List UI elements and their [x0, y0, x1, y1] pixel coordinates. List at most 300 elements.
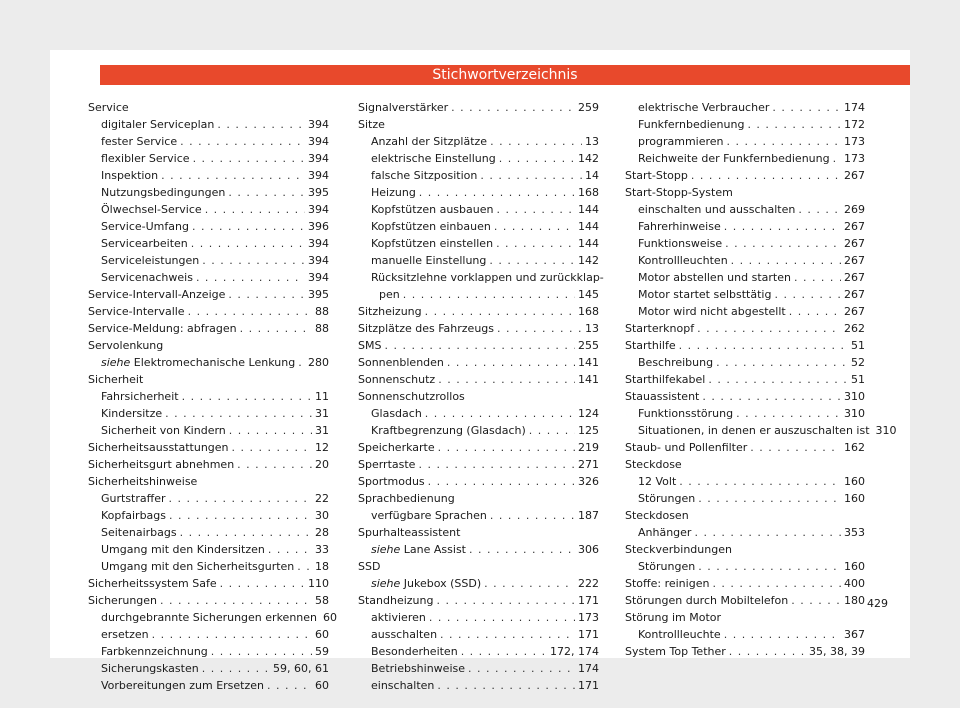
index-entry	[88, 269, 329, 286]
dot-leader	[180, 133, 305, 150]
index-entry	[358, 575, 599, 592]
dot-leader	[193, 150, 305, 167]
index-entry	[88, 133, 329, 150]
index-entry	[88, 575, 329, 592]
index-entry-page: 11	[315, 390, 329, 403]
index-entry	[358, 133, 599, 150]
index-entry	[88, 252, 329, 269]
dot-leader	[691, 167, 841, 184]
index-entry-page: 171	[578, 628, 599, 641]
dot-leader	[267, 677, 312, 694]
index-entry-term: Störungen	[638, 492, 696, 505]
dot-leader	[484, 575, 575, 592]
dot-leader	[180, 524, 312, 541]
index-entry-page: 141	[578, 373, 599, 386]
index-entry-page: 394	[308, 118, 329, 131]
index-entry	[88, 184, 329, 201]
dot-leader	[499, 150, 575, 167]
index-entry	[625, 626, 865, 643]
index-entry-term: Anzahl der Sitzplätze	[371, 135, 488, 148]
index-entry	[625, 235, 865, 252]
section-title: Stichwortverzeichnis	[432, 67, 578, 83]
index-entry-term: Beschreibung	[638, 356, 714, 369]
dot-leader	[220, 575, 305, 592]
index-entry-page: 35, 38, 39	[809, 645, 865, 658]
dot-leader	[217, 116, 305, 133]
dot-leader	[789, 303, 841, 320]
index-entry-term: Sicherheitssystem Safe	[88, 577, 217, 590]
dot-leader	[794, 269, 841, 286]
index-entry	[358, 490, 599, 507]
dot-leader	[698, 490, 841, 507]
index-entry-term: Kraftbegrenzung (Glasdach)	[371, 424, 526, 437]
index-entry-term: flexibler Service	[101, 152, 190, 165]
index-entry-term: Service-Intervalle	[88, 305, 185, 318]
dot-leader	[712, 575, 841, 592]
index-entry-page: 267	[844, 220, 865, 233]
index-entry-term: durchgebrannte Sicherungen erkennen	[101, 611, 317, 624]
index-entry	[625, 558, 865, 575]
index-entry-term: verfügbare Sprachen	[371, 509, 487, 522]
dot-leader	[165, 405, 312, 422]
index-entry-term: Service-Intervall-Anzeige	[88, 288, 226, 301]
index-entry	[625, 184, 865, 201]
index-entry	[358, 422, 599, 439]
dot-leader	[469, 541, 575, 558]
index-entry-page: 172	[844, 118, 865, 131]
index-entry-page: 396	[308, 220, 329, 233]
index-entry-term: Kopfairbags	[101, 509, 167, 522]
index-entry	[358, 524, 599, 541]
dot-leader	[480, 167, 582, 184]
index-entry	[625, 303, 865, 320]
index-entry-term: ausschalten	[371, 628, 438, 641]
index-entry-term: Betriebshinweise	[371, 662, 466, 675]
index-entry-page: 174	[578, 662, 599, 675]
index-entry-term: SSD	[358, 560, 381, 573]
dot-leader	[438, 439, 575, 456]
index-entry	[88, 354, 329, 371]
index-entry	[88, 388, 329, 405]
index-entry-page: 51	[851, 339, 865, 352]
index-entry-term: Motor abstellen und starten	[638, 271, 791, 284]
index-entry	[625, 286, 865, 303]
index-entry-page: 28	[315, 526, 329, 539]
dot-leader	[496, 201, 575, 218]
index-entry	[358, 609, 599, 626]
dot-leader	[425, 303, 575, 320]
index-entry-term: Umgang mit den Kindersitzen	[101, 543, 265, 556]
index-entry	[625, 133, 865, 150]
index-entry	[625, 473, 865, 490]
index-entry	[625, 337, 865, 354]
index-entry-page: 51	[851, 373, 865, 386]
index-entry-page: 271	[578, 458, 599, 471]
index-entry-term: falsche Sitzposition	[371, 169, 478, 182]
index-entry-term: Sonnenschutzrollos	[358, 390, 465, 403]
index-entry	[88, 626, 329, 643]
index-entry-page: 222	[578, 577, 599, 590]
index-entry	[358, 303, 599, 320]
index-entry-term: ersetzen	[101, 628, 149, 641]
index-entry	[625, 507, 865, 524]
index-entry-term: Starterknopf	[625, 322, 695, 335]
index-entry	[625, 405, 865, 422]
index-entry-page: 142	[578, 152, 599, 165]
index-entry-term: Nutzungsbedingungen	[101, 186, 226, 199]
index-entry-page: 59	[315, 645, 329, 658]
dot-leader	[497, 320, 582, 337]
index-entry	[88, 558, 329, 575]
index-entry-page: 168	[578, 305, 599, 318]
index-entry	[358, 592, 599, 609]
index-entry-page: 125	[578, 424, 599, 437]
dot-leader	[772, 99, 841, 116]
index-entry-term: Stauassistent	[625, 390, 700, 403]
index-entry	[625, 167, 865, 184]
index-entry	[358, 643, 599, 660]
dot-leader	[419, 184, 575, 201]
index-entry	[88, 422, 329, 439]
index-entry	[88, 116, 329, 133]
index-entry-term: Inspektion	[101, 169, 159, 182]
index-entry	[625, 252, 865, 269]
index-entry-term: Servicearbeiten	[101, 237, 188, 250]
index-entry-term: Heizung	[371, 186, 416, 199]
dot-leader	[496, 235, 575, 252]
index-entry	[358, 269, 604, 286]
index-entry-page: 267	[844, 254, 865, 267]
index-entry-term: Funkfernbedienung	[638, 118, 745, 131]
index-entry	[88, 473, 329, 490]
index-entry-page: 394	[308, 135, 329, 148]
index-entry-page: 394	[308, 271, 329, 284]
index-entry	[625, 320, 865, 337]
dot-leader	[240, 320, 312, 337]
index-entry	[625, 524, 865, 541]
index-entry	[625, 541, 865, 558]
index-entry-page: 142	[578, 254, 599, 267]
index-entry-term-text: Jukebox (SSD)	[400, 577, 482, 590]
index-entry-term: Sicherheitsausstattungen	[88, 441, 229, 454]
index-entry-page: 219	[578, 441, 599, 454]
index-entry	[88, 218, 329, 235]
index-entry-term: Sicherheitshinweise	[88, 475, 198, 488]
index-entry	[358, 354, 599, 371]
index-entry	[358, 677, 599, 694]
index-entry-term: Sicherungskasten	[101, 662, 199, 675]
dot-leader	[716, 354, 848, 371]
index-entry	[625, 456, 865, 473]
dot-leader	[702, 388, 841, 405]
index-entry	[88, 286, 329, 303]
index-entry-term: Kopfstützen einstellen	[371, 237, 494, 250]
index-entry-term: Besonderheiten	[371, 645, 458, 658]
index-entry-page: 59, 60, 61	[273, 662, 329, 675]
index-entry-page: 395	[308, 186, 329, 199]
index-entry-page: 31	[315, 407, 329, 420]
dot-leader	[182, 388, 312, 405]
index-entry-term: Motor wird nicht abgestellt	[638, 305, 786, 318]
dot-leader	[490, 133, 582, 150]
index-entry-term	[371, 575, 481, 592]
index-entry-page: 310	[875, 424, 897, 437]
index-entry	[625, 643, 865, 660]
index-entry-page: 160	[844, 560, 865, 573]
dot-leader	[494, 218, 575, 235]
index-entry-term: einschalten und ausschalten	[638, 203, 796, 216]
dot-leader	[727, 133, 841, 150]
index-entry-term: Service-Meldung: abfragen	[88, 322, 237, 335]
index-entry-page: 394	[308, 237, 329, 250]
index-entry	[88, 524, 329, 541]
index-page	[50, 50, 910, 692]
index-entry-term: Kontrollleuchten	[638, 254, 728, 267]
index-entry-term: digitaler Serviceplan	[101, 118, 215, 131]
index-entry-term: elektrische Einstellung	[371, 152, 496, 165]
dot-leader	[461, 643, 547, 660]
dot-leader	[529, 422, 575, 439]
dot-leader	[384, 337, 575, 354]
index-entry-page: 60	[315, 679, 329, 692]
index-entry	[358, 558, 599, 575]
index-entry-term: Servolenkung	[88, 339, 164, 352]
index-entry-term-text: Lane Assist	[400, 543, 466, 556]
index-entry	[358, 541, 599, 558]
index-entry-term: Umgang mit den Sicherheitsgurten	[101, 560, 295, 573]
index-entry-term: Sitze	[358, 118, 385, 131]
index-entry-term: Fahrerhinweise	[638, 220, 721, 233]
index-entry	[88, 643, 329, 660]
dot-leader	[747, 116, 841, 133]
index-entry	[88, 150, 329, 167]
dot-leader	[428, 473, 575, 490]
index-entry-term: Vorbereitungen zum Ersetzen	[101, 679, 265, 692]
dot-leader	[447, 354, 575, 371]
see-reference: siehe	[101, 356, 131, 369]
index-entry-term: System Top Tether	[625, 645, 726, 658]
index-entry-page: 394	[308, 169, 329, 182]
index-entry	[625, 99, 865, 116]
dot-leader	[298, 354, 305, 371]
index-entry-term: Sonnenblenden	[358, 356, 444, 369]
index-entry-page: 141	[578, 356, 599, 369]
index-entry-term: Glasdach	[371, 407, 422, 420]
index-entry-term: Speicherkarte	[358, 441, 435, 454]
see-reference: siehe	[371, 543, 401, 556]
index-entry-term: programmieren	[638, 135, 724, 148]
index-entry-term: manuelle Einstellung	[371, 254, 487, 267]
index-entry-term: Situationen, in denen er auszuschalten ist	[638, 424, 870, 437]
dot-leader	[731, 252, 841, 269]
index-entry	[625, 116, 865, 133]
index-entry-page: 144	[578, 237, 599, 250]
dot-leader	[437, 677, 575, 694]
index-entry-term: Starthilfekabel	[625, 373, 706, 386]
index-entry	[358, 286, 599, 303]
index-entry-page: 255	[578, 339, 599, 352]
index-entry	[625, 490, 865, 507]
index-entry-page: 394	[308, 203, 329, 216]
page-number: 429	[867, 597, 888, 610]
index-entry-term-text: Elektromechanische Lenkung	[130, 356, 296, 369]
index-entry	[88, 320, 329, 337]
index-entry	[625, 371, 865, 388]
index-entry-term: SMS	[358, 339, 382, 352]
index-entry-page: 160	[844, 492, 865, 505]
index-entry-term: Funktionsweise	[638, 237, 723, 250]
index-entry-page: 267	[844, 169, 865, 182]
index-entry-term: Motor startet selbsttätig	[638, 288, 772, 301]
dot-leader	[750, 439, 841, 456]
index-entry-page: 88	[315, 322, 329, 335]
index-entry-page: 280	[308, 356, 329, 369]
index-entry-page: 269	[844, 203, 865, 216]
index-entry	[88, 490, 329, 507]
index-entry-page: 310	[844, 390, 865, 403]
dot-leader	[211, 643, 312, 660]
index-entry	[358, 626, 599, 643]
index-entry-page: 144	[578, 203, 599, 216]
index-entry	[88, 201, 329, 218]
index-entry-term: pen	[379, 288, 400, 301]
index-entry-page: 13	[585, 322, 599, 335]
index-entry	[88, 507, 329, 524]
index-entry-term: Kindersitze	[101, 407, 163, 420]
index-entry-term: Start-Stopp	[625, 169, 688, 182]
index-entry-term: Kopfstützen ausbauen	[371, 203, 494, 216]
index-entry	[88, 371, 329, 388]
index-entry-page: 12	[315, 441, 329, 454]
index-entry	[358, 116, 599, 133]
dot-leader	[679, 473, 841, 490]
index-entry	[88, 660, 329, 677]
index-entry	[625, 609, 865, 626]
index-entry-page: 171	[578, 679, 599, 692]
index-entry	[88, 167, 329, 184]
index-entry	[358, 405, 599, 422]
index-entry-page: 310	[844, 407, 865, 420]
index-entry	[88, 303, 329, 320]
index-entry	[358, 507, 599, 524]
index-entry-page: 172, 174	[550, 645, 599, 658]
index-entry-page: 110	[308, 577, 329, 590]
index-entry-term: elektrische Verbraucher	[638, 101, 770, 114]
index-entry	[358, 150, 599, 167]
index-entry-page: 171	[578, 594, 599, 607]
index-entry-page: 124	[578, 407, 599, 420]
index-entry-term: Steckdose	[625, 458, 682, 471]
index-entry	[625, 439, 865, 456]
index-entry	[625, 218, 865, 235]
index-entry	[625, 422, 897, 439]
index-entry	[88, 592, 329, 609]
index-entry-term: Sicherheit	[88, 373, 144, 386]
index-entry	[625, 592, 865, 609]
dot-leader	[232, 439, 312, 456]
index-entry-page: 367	[844, 628, 865, 641]
dot-leader	[205, 201, 305, 218]
dot-leader	[297, 558, 312, 575]
dot-leader	[708, 371, 848, 388]
index-entry	[625, 269, 865, 286]
index-entry	[88, 337, 329, 354]
index-entry	[358, 388, 599, 405]
dot-leader	[228, 184, 305, 201]
index-entry-page: 20	[315, 458, 329, 471]
index-entry	[88, 541, 329, 558]
index-entry-term: Sonnenschutz	[358, 373, 436, 386]
dot-leader	[202, 252, 305, 269]
dot-leader	[191, 235, 305, 252]
index-entry	[358, 252, 599, 269]
index-entry	[358, 201, 599, 218]
dot-leader	[403, 286, 575, 303]
index-entry-term: 12 Volt	[638, 475, 677, 488]
index-entry-term: Reichweite der Funkfernbedienung	[638, 152, 830, 165]
index-entry-page: 173	[844, 152, 865, 165]
see-reference: siehe	[371, 577, 401, 590]
index-entry-page: 60	[315, 628, 329, 641]
index-entry	[358, 320, 599, 337]
index-entry-term: Sicherheit von Kindern	[101, 424, 226, 437]
dot-leader	[229, 422, 312, 439]
dot-leader	[679, 337, 848, 354]
index-entry-page: 174	[844, 101, 865, 114]
index-entry-term: Anhänger	[638, 526, 692, 539]
index-entry-page: 267	[844, 288, 865, 301]
index-entry-page: 326	[578, 475, 599, 488]
index-entry-page: 31	[315, 424, 329, 437]
index-entry	[358, 235, 599, 252]
index-entry	[358, 456, 599, 473]
index-entry-term: Rücksitzlehne vorklappen und zurückklap-	[371, 271, 604, 284]
index-entry-term: Service-Umfang	[101, 220, 189, 233]
dot-leader	[425, 405, 575, 422]
index-entry	[358, 439, 599, 456]
index-entry-term: Sitzheizung	[358, 305, 422, 318]
index-entry-term: Ölwechsel-Service	[101, 203, 202, 216]
index-entry-page: 173	[844, 135, 865, 148]
index-entry-term: Service	[88, 101, 129, 114]
index-entry-page: 88	[315, 305, 329, 318]
index-entry-page: 144	[578, 220, 599, 233]
dot-leader	[169, 490, 312, 507]
index-entry-term: Steckverbindungen	[625, 543, 732, 556]
index-entry-page: 14	[585, 169, 599, 182]
index-entry-term: Farbkennzeichnung	[101, 645, 208, 658]
index-entry	[88, 405, 329, 422]
index-entry	[88, 609, 337, 626]
index-entry-term: Funktionsstörung	[638, 407, 734, 420]
dot-leader	[438, 371, 575, 388]
index-entry	[358, 218, 599, 235]
dot-leader	[833, 150, 841, 167]
index-entry-term: Seitenairbags	[101, 526, 177, 539]
index-entry-term: Sportmodus	[358, 475, 425, 488]
index-entry-page: 30	[315, 509, 329, 522]
dot-leader	[196, 269, 305, 286]
index-entry	[358, 371, 599, 388]
index-entry-term: Sperrtaste	[358, 458, 416, 471]
dot-leader	[736, 405, 841, 422]
dot-leader	[774, 286, 841, 303]
index-entry-page: 395	[308, 288, 329, 301]
dot-leader	[160, 592, 312, 609]
index-entry-page: 353	[844, 526, 865, 539]
index-entry-term: Störung im Motor	[625, 611, 722, 624]
index-entry-page: 394	[308, 254, 329, 267]
